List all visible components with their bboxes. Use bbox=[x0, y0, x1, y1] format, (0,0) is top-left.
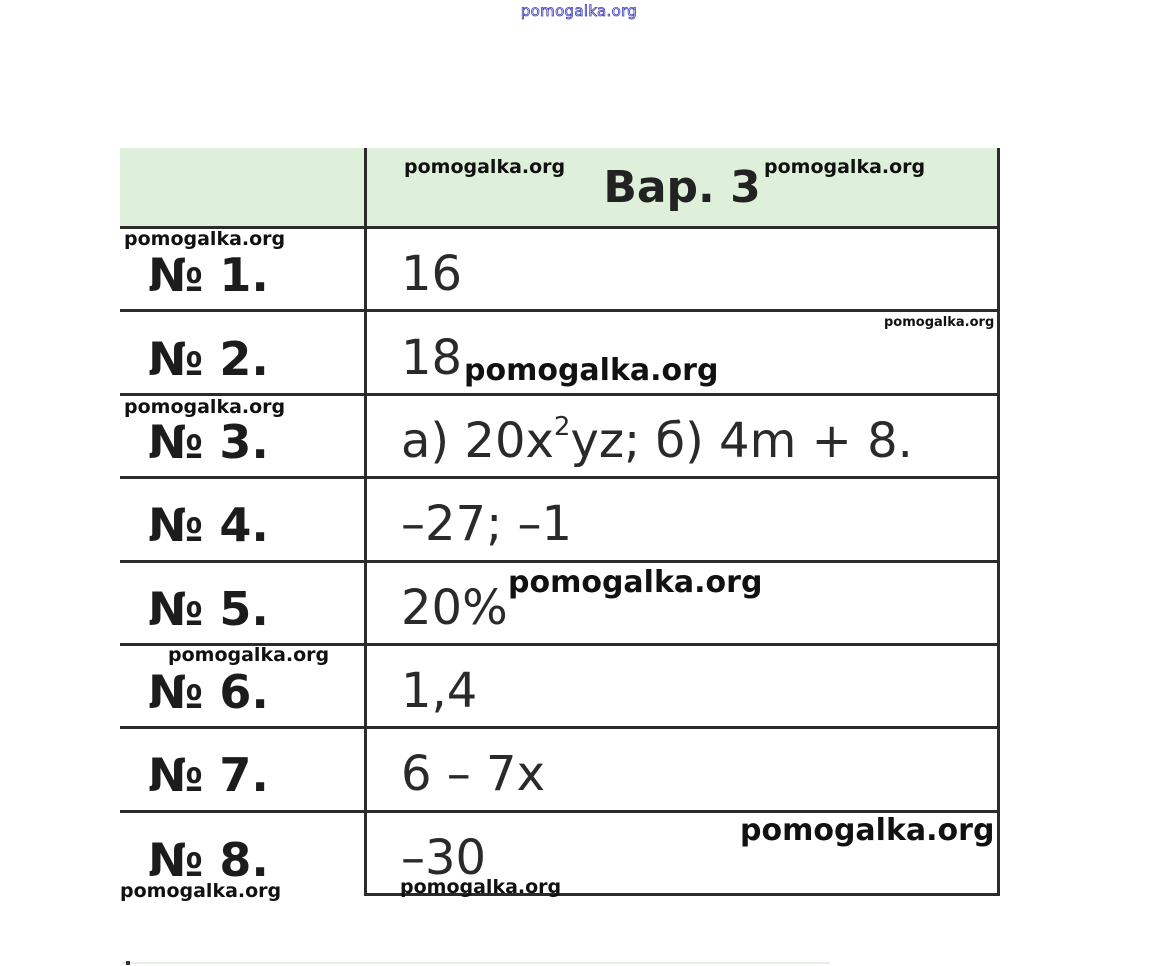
task-answer bbox=[366, 394, 999, 477]
task-answer: 1,4 bbox=[366, 644, 999, 727]
watermark: pomogalka.org bbox=[884, 315, 995, 330]
watermark: pomogalka.org bbox=[740, 813, 995, 848]
table-row bbox=[120, 728, 999, 811]
task-number: № 3. bbox=[120, 394, 366, 477]
table-row bbox=[120, 478, 999, 561]
watermark: pomogalka.org bbox=[508, 565, 763, 600]
task-number: № 4. bbox=[120, 478, 366, 561]
task-number: № 2. bbox=[120, 311, 366, 394]
watermark: pomogalka.org bbox=[464, 353, 719, 388]
answers-table bbox=[120, 148, 1000, 896]
answer-part-suffix: yz; б) 4m + 8. bbox=[570, 412, 913, 469]
task-answer: 16 bbox=[366, 228, 999, 311]
task-number: № 5. bbox=[120, 561, 366, 644]
task-number: № 1. bbox=[120, 228, 366, 311]
task-answer: –30 bbox=[366, 811, 999, 894]
task-answer: –27; –1 bbox=[366, 478, 999, 561]
watermark: pomogalka.org bbox=[764, 156, 926, 178]
task-answer: 18 bbox=[366, 311, 999, 394]
bottom-divider bbox=[122, 962, 830, 964]
watermark: pomogalka.org bbox=[120, 880, 282, 902]
answer-part-prefix: а) 20x bbox=[401, 412, 554, 469]
watermark: pomogalka.org bbox=[400, 876, 562, 898]
task-number: № 7. bbox=[120, 728, 366, 811]
header-empty-cell bbox=[120, 148, 366, 228]
variant-title: Вар. 3 bbox=[366, 148, 999, 228]
task-number: № 8. bbox=[120, 811, 366, 894]
watermark: pomogalka.org bbox=[124, 228, 286, 250]
answer-exponent: 2 bbox=[553, 411, 571, 442]
task-answer: 6 – 7x bbox=[366, 728, 999, 811]
task-answer: 20% bbox=[366, 561, 999, 644]
watermark: pomogalka.org bbox=[168, 644, 330, 666]
header-watermark: pomogalka.org bbox=[520, 2, 638, 20]
watermark: pomogalka.org bbox=[404, 156, 566, 178]
watermark: pomogalka.org bbox=[124, 396, 286, 418]
bottom-dot bbox=[126, 961, 130, 965]
task-number: № 6. bbox=[120, 644, 366, 727]
